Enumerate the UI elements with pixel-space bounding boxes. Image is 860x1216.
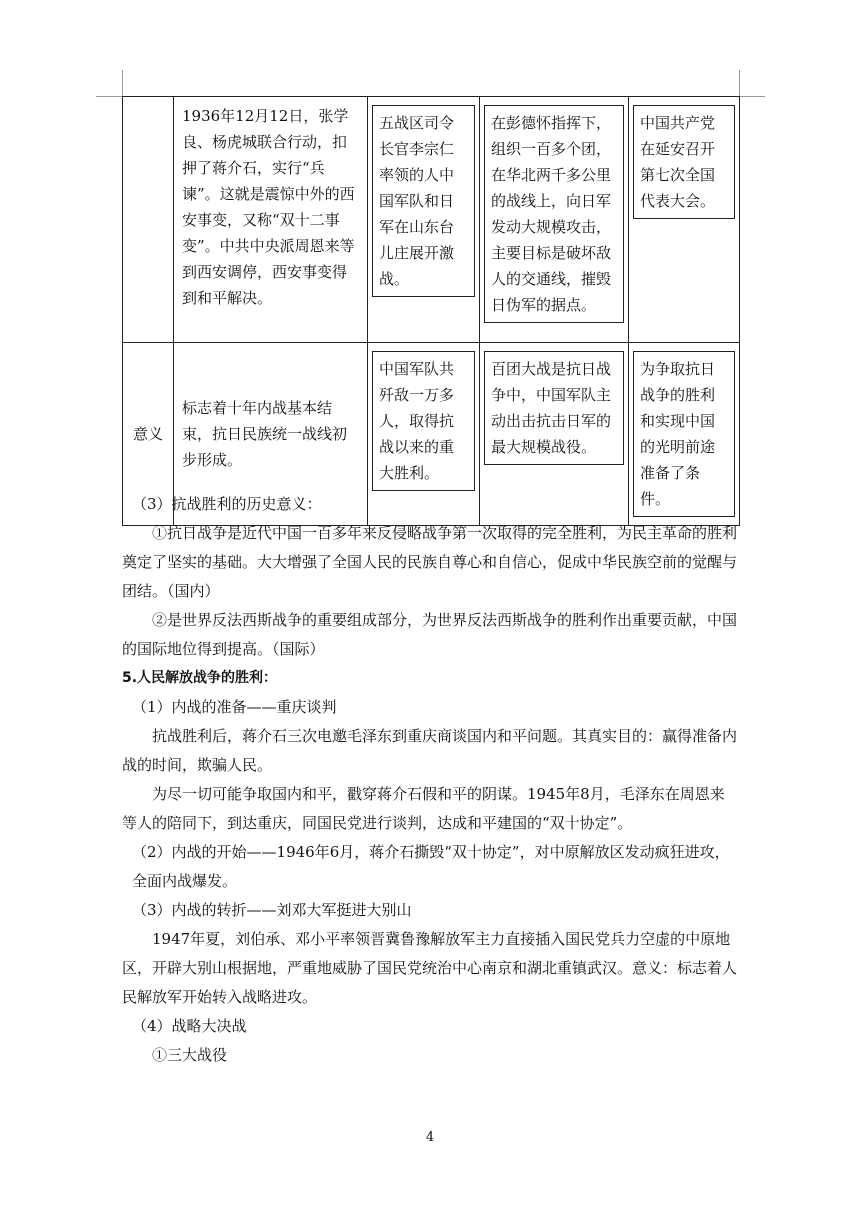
events-table — [122, 96, 740, 526]
paragraph: 为尽一切可能争取国内和平，戳穿蒋介石假和平的阴谋。1945年8月，毛泽东在周恩来等人的陪同下，到达重庆，同国民党进行谈判，达成和平建国的“双十协定”。 — [122, 785, 725, 832]
paragraph-subheading: （3）抗战胜利的历史意义： — [132, 495, 322, 513]
paragraph: 抗战胜利后，蒋介石三次电邀毛泽东到重庆商谈国内和平问题。其真实目的：赢得准备内战的时间，欺骗人民。 — [122, 727, 738, 774]
paragraph: 1947年夏，刘伯承、邓小平率领晋冀鲁豫解放军主力直接插入国民党兵力空虚的中原地区，开辟大别山根据地，严重地威胁了国民党统治中心南京和湖北重镇武汉。意义：标志着人民解放军开始转入战略进攻。 — [122, 930, 738, 1006]
paragraph-subheading: （3）内战的转折——刘邓大军挺进大别山 — [132, 901, 412, 919]
body-text — [122, 490, 739, 1070]
table-cell: 1936年12月12日，张学良、杨虎城联合行动，扣押了蒋介石，实行“兵谏”。这就是震惊中外的西安事变，又称“双十二事变”。中共中央派周恩来等到西安调停，西安事变得到和平解决。 — [174, 97, 368, 343]
table-cell-text: 五战区司令长官李宗仁率领的人中国军队和日军在山东台儿庄展开激战。 — [372, 105, 475, 297]
paragraph: （2）内战的开始——1946年6月，蒋介石撕毁“双十协定”，对中原解放区发动疯狂进攻，全面内战爆发。 — [132, 843, 730, 890]
table-cell-text: 为争取抗日战争的胜利和实现中国的光明前途准备了条件。 — [633, 351, 735, 517]
table-cell-text: 在彭德怀指挥下，组织一百多个团，在华北两千多公里的战线上，向日军发动大规模攻击，主要目标是破坏敌人的交通线，摧毁日伪军的据点。 — [484, 105, 624, 323]
table-cell — [368, 97, 480, 343]
paragraph: ②是世界反法西斯战争的重要组成部分，为世界反法西斯战争的胜利作出重要贡献，中国的国际地位得到提高。（国际） — [122, 611, 738, 658]
crop-mark-top-right-h — [739, 96, 765, 97]
paragraph: ①抗日战争是近代中国一百多年来反侵略战争第一次取得的完全胜利，为民主革命的胜利奠定了坚实的基础。大大增强了全国人民的民族自尊心和自信心，促成中华民族空前的觉醒与团结。（国内） — [122, 524, 738, 600]
paragraph-subheading: （1）内战的准备——重庆谈判 — [132, 698, 337, 716]
paragraph-subheading: （4）战略大决战 — [132, 1017, 247, 1035]
table-row-events — [123, 97, 740, 343]
crop-mark-top-right-v — [739, 70, 740, 96]
crop-mark-top-left-v — [122, 70, 123, 96]
page-number: 4 — [425, 1130, 435, 1145]
table-cell: 标志着十年内战基本结束，抗日民族统一战线初步形成。 — [174, 343, 368, 526]
row-header: 意义 — [123, 343, 174, 526]
paragraph: ①三大战役 — [152, 1046, 228, 1064]
table-cell — [629, 97, 740, 343]
table-cell-text: 中国共产党在延安召开第七次全国代表大会。 — [633, 105, 735, 219]
table-cell-text: 百团大战是抗日战争中，中国军队主动出击抗击日军的最大规模战役。 — [484, 351, 624, 465]
table-cell-text: 中国军队共歼敌一万多人，取得抗战以来的重大胜利。 — [372, 351, 475, 491]
row-header — [123, 97, 174, 343]
crop-mark-top-left-h — [96, 96, 122, 97]
table-cell — [480, 97, 629, 343]
section-heading: 5.人民解放战争的胜利： — [122, 670, 278, 686]
